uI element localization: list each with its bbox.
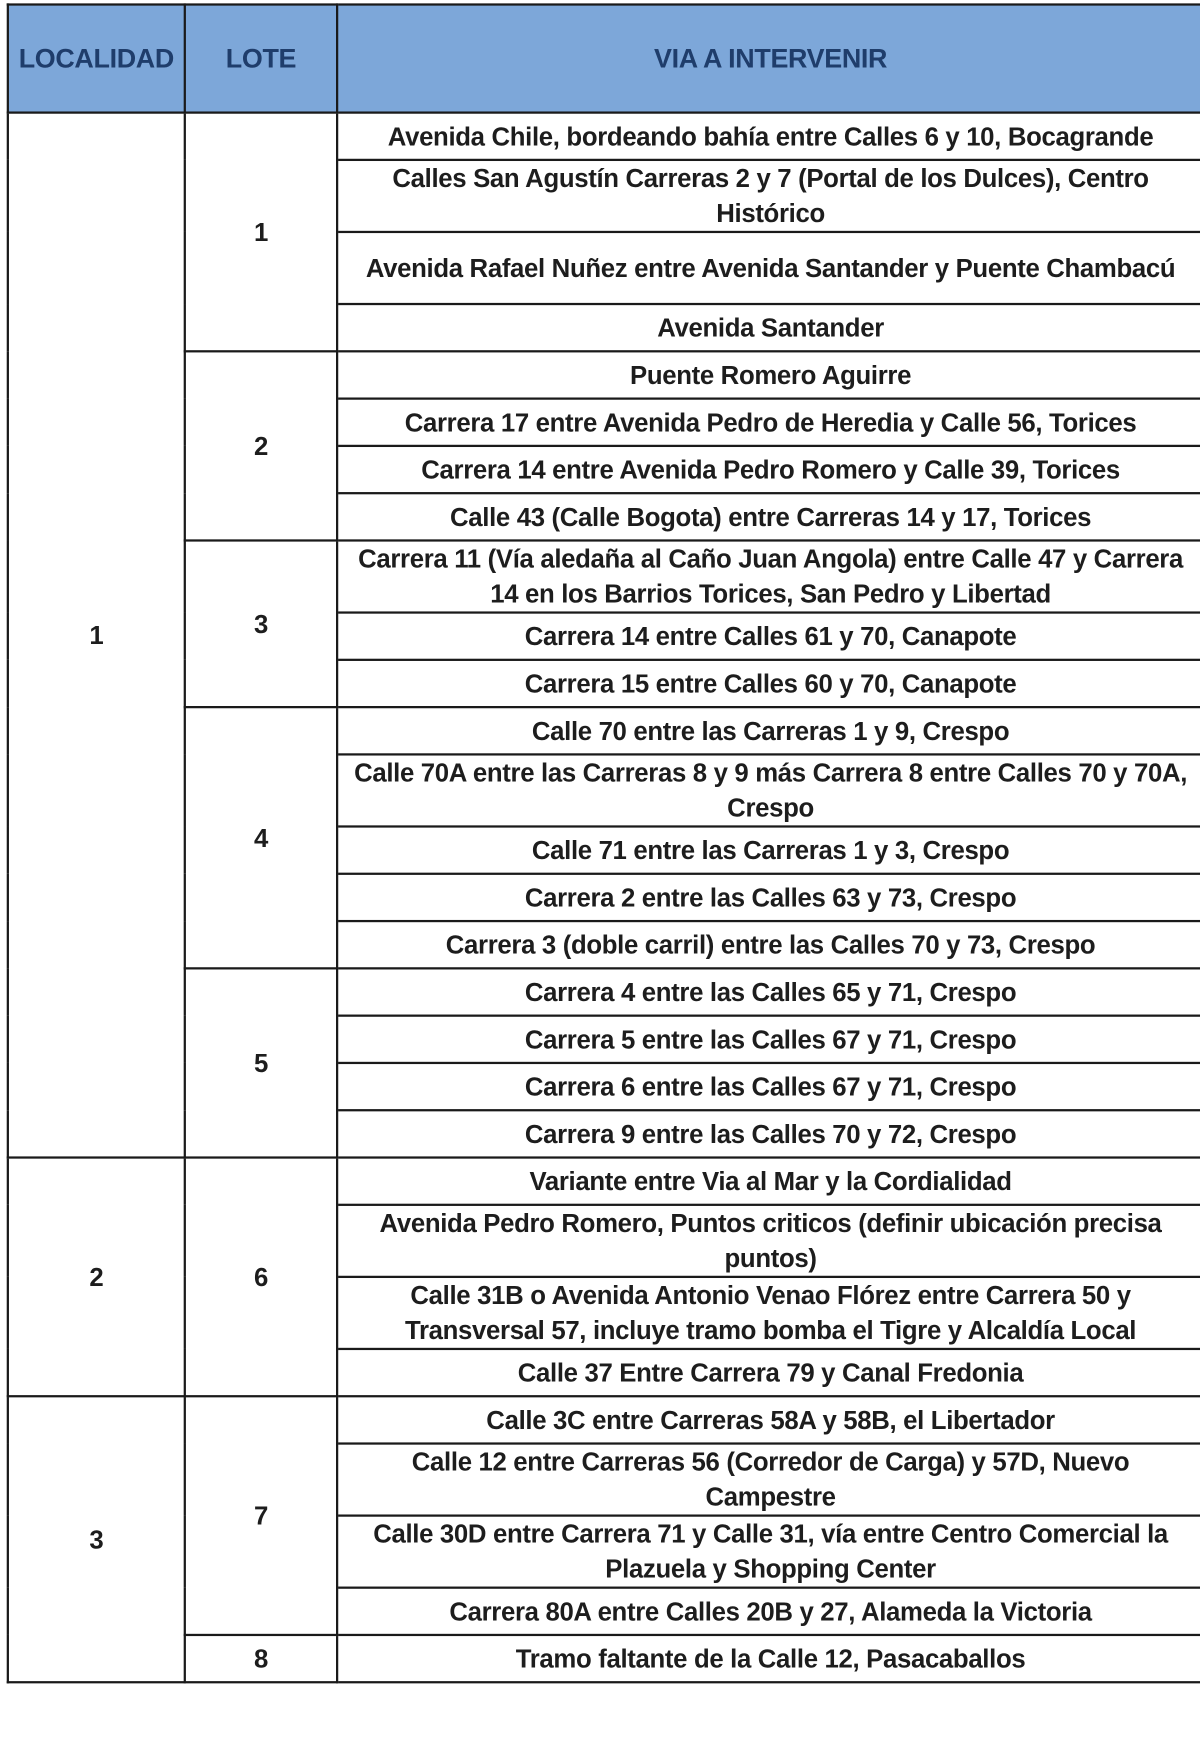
lote-cell: 8 [185,1635,337,1682]
via-cell: Calle 70A entre las Carreras 8 y 9 más Carrera 8 entre Calles 70 y 70A, Crespo [337,754,1200,826]
table-row [8,707,1200,754]
via-cell: Tramo faltante de la Calle 12, Pasacaballos [337,1635,1200,1682]
road-works-table [7,3,1200,1683]
lote-cell: 7 [185,1396,337,1635]
via-cell: Avenida Chile, bordeando bahía entre Calles 6 y 10, Bocagrande [337,113,1200,160]
lote-cell: 6 [185,1158,337,1397]
via-cell: Avenida Santander [337,304,1200,351]
table-row [8,1158,1200,1205]
via-cell: Calles San Agustín Carreras 2 y 7 (Portal de los Dulces), Centro Histórico [337,160,1200,232]
header-lote: LOTE [185,5,337,113]
lote-cell: 1 [185,113,337,352]
via-cell: Carrera 80A entre Calles 20B y 27, Alameda la Victoria [337,1588,1200,1635]
header-via: VIA A INTERVENIR [337,5,1200,113]
via-cell: Calle 31B o Avenida Antonio Venao Flórez entre Carrera 50 y Transversal 57, incluye tramo bomba el Tigre y Alcaldía Local [337,1277,1200,1349]
lote-cell: 2 [185,351,337,540]
table-row [8,351,1200,398]
via-cell: Carrera 2 entre las Calles 63 y 73, Crespo [337,874,1200,921]
via-cell: Calle 43 (Calle Bogota) entre Carreras 14 y 17, Torices [337,493,1200,540]
localidad-cell: 1 [8,113,185,1158]
via-cell: Carrera 6 entre las Calles 67 y 71, Crespo [337,1063,1200,1110]
via-cell: Calle 30D entre Carrera 71 y Calle 31, vía entre Centro Comercial la Plazuela y Shopping Center [337,1516,1200,1588]
lote-cell: 4 [185,707,337,968]
via-cell: Avenida Rafael Nuñez entre Avenida Santander y Puente Chambacú [337,232,1200,304]
via-cell: Carrera 15 entre Calles 60 y 70, Canapote [337,660,1200,707]
table-row [8,1635,1200,1682]
table-row [8,968,1200,1015]
table-row [8,113,1200,160]
via-cell: Calle 71 entre las Carreras 1 y 3, Crespo [337,826,1200,873]
via-cell: Carrera 11 (Vía aledaña al Caño Juan Angola) entre Calle 47 y Carrera 14 en los Barrios Torices, San Pedro y Libertad [337,540,1200,612]
header-row [8,5,1200,113]
via-cell: Carrera 14 entre Calles 61 y 70, Canapote [337,613,1200,660]
via-cell: Calle 37 Entre Carrera 79 y Canal Fredonia [337,1349,1200,1396]
header-localidad: LOCALIDAD [8,5,185,113]
via-cell: Carrera 3 (doble carril) entre las Calles 70 y 73, Crespo [337,921,1200,968]
via-cell: Carrera 4 entre las Calles 65 y 71, Crespo [337,968,1200,1015]
localidad-cell: 3 [8,1396,185,1682]
via-cell: Puente Romero Aguirre [337,351,1200,398]
via-cell: Calle 12 entre Carreras 56 (Corredor de Carga) y 57D, Nuevo Campestre [337,1444,1200,1516]
via-cell: Carrera 5 entre las Calles 67 y 71, Crespo [337,1016,1200,1063]
table-row [8,1396,1200,1443]
via-cell: Avenida Pedro Romero, Puntos criticos (definir ubicación precisa puntos) [337,1205,1200,1277]
via-cell: Carrera 17 entre Avenida Pedro de Heredia y Calle 56, Torices [337,399,1200,446]
lote-cell: 3 [185,540,337,707]
via-cell: Calle 3C entre Carreras 58A y 58B, el Libertador [337,1396,1200,1443]
via-cell: Calle 70 entre las Carreras 1 y 9, Crespo [337,707,1200,754]
localidad-cell: 2 [8,1158,185,1397]
via-cell: Carrera 9 entre las Calles 70 y 72, Crespo [337,1110,1200,1157]
lote-cell: 5 [185,968,337,1157]
via-cell: Carrera 14 entre Avenida Pedro Romero y Calle 39, Torices [337,446,1200,493]
via-cell: Variante entre Via al Mar y la Cordialidad [337,1158,1200,1205]
table-row [8,540,1200,612]
